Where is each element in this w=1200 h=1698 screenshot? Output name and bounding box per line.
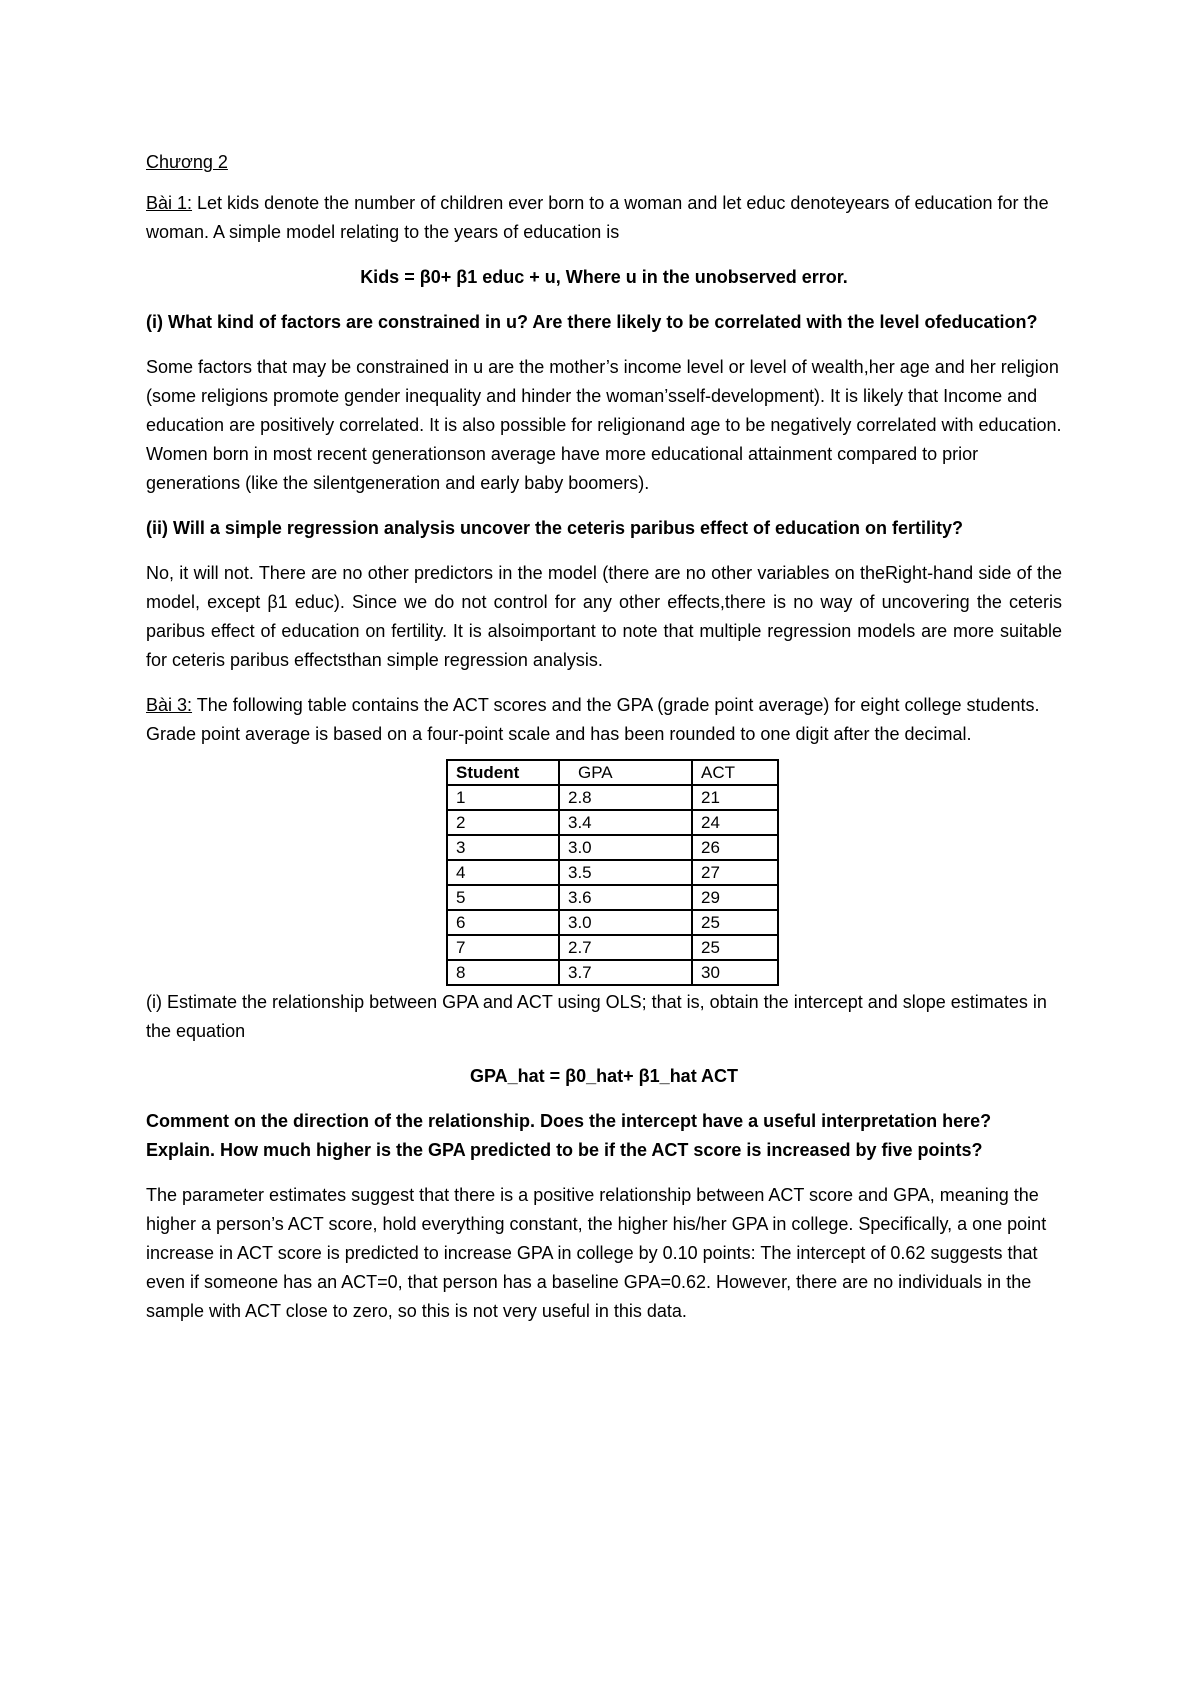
bai1-intro-paragraph [146, 189, 1062, 247]
table-header-row [447, 760, 778, 785]
bai1-intro-text: Let kids denote the number of children ever born to a woman and let educ denoteyears of education for the woman. A simple model relating to the years of education is [146, 193, 1049, 242]
header-student: Student [447, 760, 559, 785]
cell-gpa: 3.5 [559, 860, 692, 885]
cell-student: 4 [447, 860, 559, 885]
cell-gpa: 3.0 [559, 835, 692, 860]
chapter-title: Chương 2 [146, 152, 228, 172]
cell-act: 25 [692, 910, 778, 935]
bai3-label: Bài 3: [146, 695, 193, 715]
header-act: ACT [692, 760, 778, 785]
table-row [447, 960, 778, 985]
bai3-intro-text: The following table contains the ACT scores and the GPA (grade point average) for eight college students. Grade point average is based on a four-point scale and has been rounded to one digit after the decimal. [146, 695, 1040, 744]
table-row [447, 835, 778, 860]
bai1-label: Bài 1: [146, 193, 193, 213]
table-row [447, 910, 778, 935]
cell-act: 21 [692, 785, 778, 810]
cell-student: 6 [447, 910, 559, 935]
table-row [447, 885, 778, 910]
bai3-equation: GPA_hat = β0_hat+ β1_hat ACT [469, 1066, 739, 1086]
cell-student: 7 [447, 935, 559, 960]
bai3-answer: The parameter estimates suggest that there is a positive relationship between ACT score and GPA, meaning the higher a person’s ACT score, hold everything constant, the higher his/her GPA in college. Specifically, a one point increase in ACT score is predicted to increase GPA in college by 0.10 points: The intercept of 0.62 suggests that even if someone has an ACT=0, that person has a baseline GPA=0.62. However, there are no individuals in the sample with ACT close to zero, so this is not very useful in this data. [146, 1185, 1047, 1321]
cell-student: 1 [447, 785, 559, 810]
document-page [146, 148, 1062, 1342]
bai1-equation: Kids = β0+ β1 educ + u, Where u in the unobserved error. [360, 267, 848, 287]
bai1-answer-1: Some factors that may be constrained in u are the mother’s income level or level of wealth,her age and her religion (some religions promote gender inequality and hinder the woman’sself-development). It is likely that Income and education are positively correlated. It is also possible for religionand age to be negatively correlated with education. Women born in most recent generationson average have more educational attainment compared to prior generations (like the silentgeneration and early baby boomers). [146, 357, 1062, 493]
cell-gpa: 3.0 [559, 910, 692, 935]
bai3-comment-question: Comment on the direction of the relationship. Does the intercept have a useful interpretation here? Explain. How much higher is the GPA predicted to be if the ACT score is increased by five points? [146, 1111, 992, 1160]
cell-student: 5 [447, 885, 559, 910]
cell-act: 24 [692, 810, 778, 835]
cell-student: 8 [447, 960, 559, 985]
cell-student: 3 [447, 835, 559, 860]
cell-gpa: 3.6 [559, 885, 692, 910]
bai3-intro-paragraph [146, 691, 1062, 749]
cell-act: 30 [692, 960, 778, 985]
chapter-heading [146, 148, 1062, 177]
cell-act: 27 [692, 860, 778, 885]
cell-gpa: 3.7 [559, 960, 692, 985]
table-row [447, 935, 778, 960]
cell-act: 29 [692, 885, 778, 910]
table-row [447, 810, 778, 835]
cell-act: 26 [692, 835, 778, 860]
header-gpa: GPA [559, 760, 692, 785]
table-row [447, 785, 778, 810]
bai1-answer-2: No, it will not. There are no other predictors in the model (there are no other variables on theRight-hand side of the model, except β1 educ). Since we do not control for any other effects,there is no way of uncovering the ceteris paribus effect of education on fertility. It is alsoimportant to note that multiple regression models are more suitable for ceteris paribus effectsthan simple regression analysis. [146, 563, 1062, 670]
cell-gpa: 2.7 [559, 935, 692, 960]
bai3-question-1: (i) Estimate the relationship between GPA and ACT using OLS; that is, obtain the intercept and slope estimates in the equation [146, 992, 1047, 1041]
bai1-question-2: (ii) Will a simple regression analysis uncover the ceteris paribus effect of education on fertility? [146, 518, 964, 538]
cell-gpa: 2.8 [559, 785, 692, 810]
table-row [447, 860, 778, 885]
cell-gpa: 3.4 [559, 810, 692, 835]
cell-student: 2 [447, 810, 559, 835]
cell-act: 25 [692, 935, 778, 960]
bai1-question-1: (i) What kind of factors are constrained in u? Are there likely to be correlated with the level ofeducation? [146, 312, 1038, 332]
gpa-act-table [446, 759, 779, 986]
